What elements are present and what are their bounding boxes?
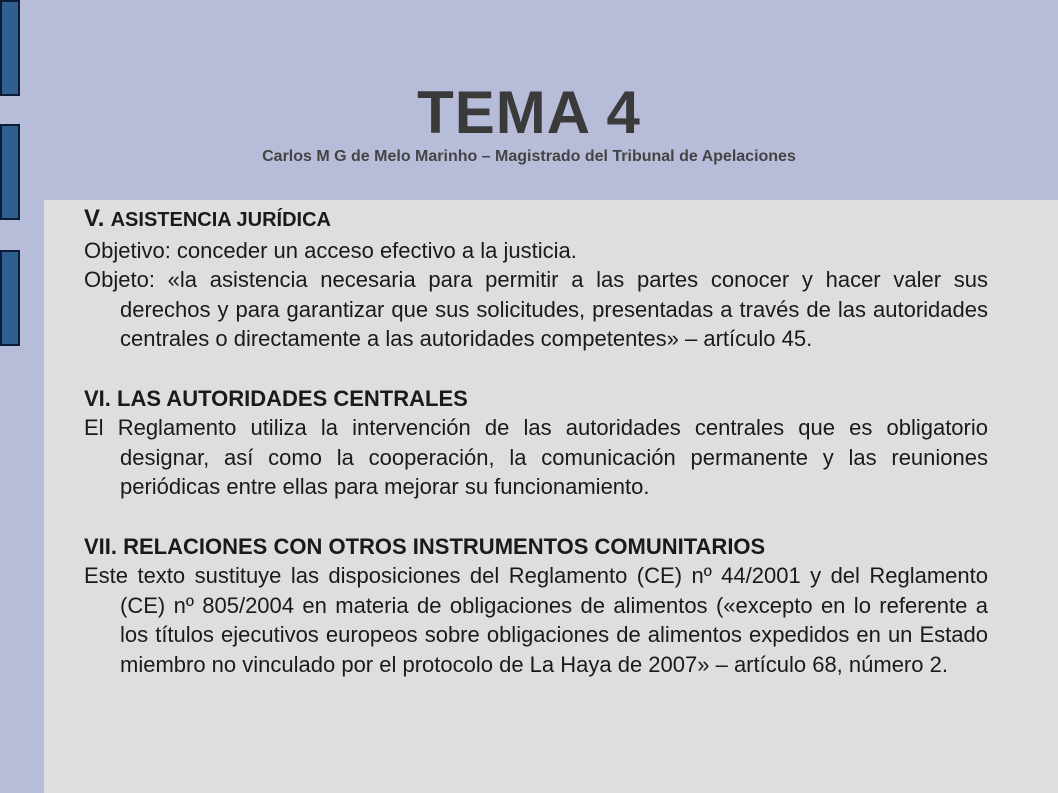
- side-accent-bar: [0, 250, 20, 346]
- spacer: [84, 354, 988, 384]
- section-heading-v: V. ASISTENCIA JURÍDICA: [84, 205, 331, 232]
- spacer: [84, 502, 988, 532]
- section-heading-vii: VII. RELACIONES CON OTROS INSTRUMENTOS COMUNITARIOS: [84, 533, 766, 559]
- paragraph-relaciones: Este texto sustituye las disposiciones del Reglamento (CE) nº 44/2001 y del Reglamento (CE) nº 805/2004 en materia de obligaciones de alimentos («excepto en lo referente a los títulos ejecutivos europeos sobre obligaciones de alimentos expedidos en un Estado miembro no vinculado por el protocolo de La Haya de 2007» – artículo 68, número 2.: [84, 563, 988, 677]
- slide-title: TEMA 4: [417, 79, 641, 146]
- section-heading-vi: VI. LAS AUTORIDADES CENTRALES: [84, 385, 468, 411]
- slide-body: [84, 204, 988, 679]
- paragraph-objeto: Objeto: «la asistencia necesaria para permitir a las partes conocer y hacer valer sus derechos y para garantizar que sus solicitudes, presentadas a través de las autoridades centrales o directamente a las autoridades competentes» – artículo 45.: [84, 267, 988, 351]
- slide-subtitle: Carlos M G de Melo Marinho – Magistrado del Tribunal de Apelaciones: [262, 148, 796, 165]
- paragraph-objetivo: Objetivo: conceder un acceso efectivo a la justicia.: [84, 237, 577, 263]
- paragraph-autoridades: El Reglamento utiliza la intervención de las autoridades centrales que es obligatorio designar, así como la cooperación, la comunicación permanente y las reuniones periódicas entre ellas para mejorar su funcionamiento.: [84, 415, 988, 499]
